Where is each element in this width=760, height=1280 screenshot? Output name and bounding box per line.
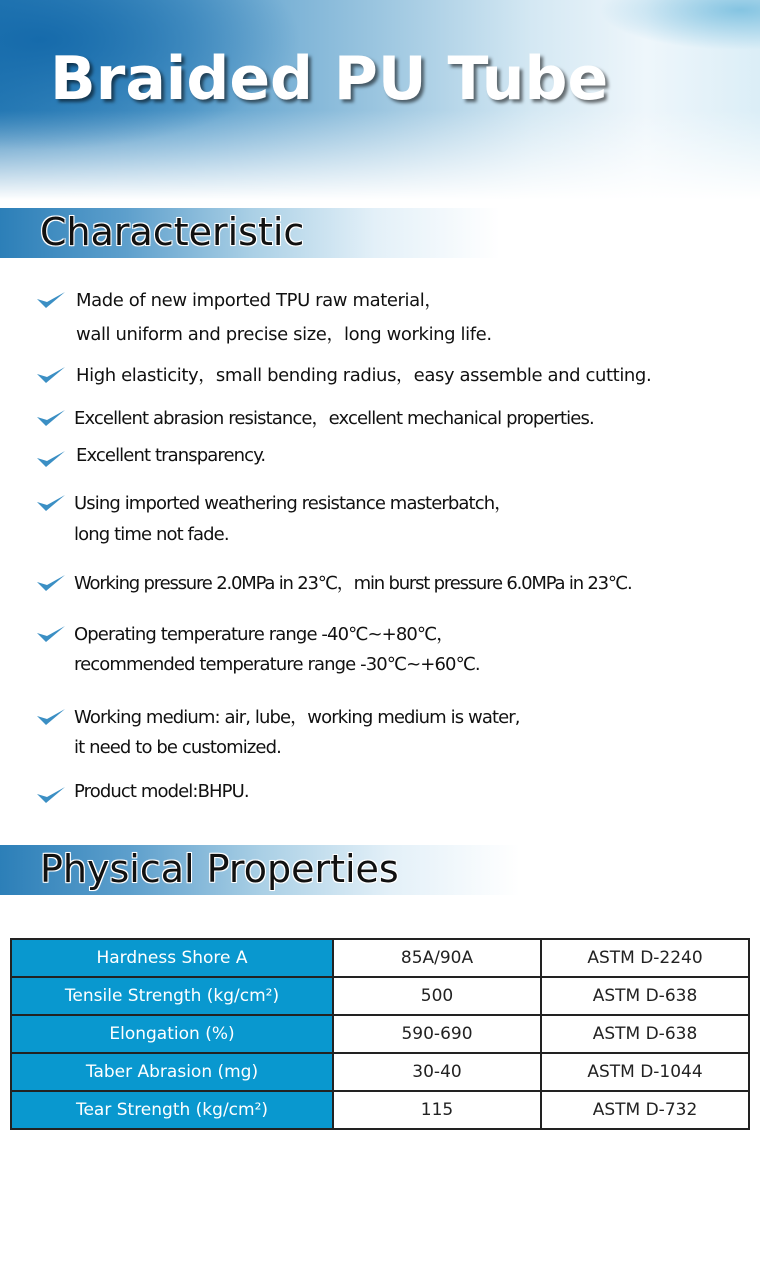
table-row: [11, 1015, 749, 1053]
list-item-text: recommended temperature range -30℃~+60℃.: [74, 654, 480, 675]
list-item-text: Excellent abrasion resistance，excellent mechanical properties.: [74, 408, 594, 429]
property-name: Tensile Strength (kg/cm²): [11, 977, 333, 1015]
table-row: [11, 1091, 749, 1129]
list-item-text: Operating temperature range -40℃~+80℃，: [74, 624, 454, 645]
property-value: 30-40: [333, 1053, 541, 1091]
section-title-physical-properties: Physical Properties: [40, 847, 399, 891]
list-item-text: long time not fade.: [74, 524, 229, 545]
property-value: 115: [333, 1091, 541, 1129]
list-item-text: wall uniform and precise size，long working life.: [76, 324, 492, 345]
property-name: Tear Strength (kg/cm²): [11, 1091, 333, 1129]
checkmark-icon: [36, 365, 66, 385]
list-item-text: Working medium: air, lube，working medium is water,: [74, 707, 520, 728]
property-standard: ASTM D-638: [541, 977, 749, 1015]
list-item-text: Made of new imported TPU raw material，: [76, 290, 442, 311]
checkmark-icon: [36, 707, 66, 727]
property-value: 590-690: [333, 1015, 541, 1053]
property-value: 85A/90A: [333, 939, 541, 977]
property-value: 500: [333, 977, 541, 1015]
list-item-text: Using imported weathering resistance masterbatch，: [74, 493, 512, 514]
list-item-text: Working pressure 2.0MPa in 23℃，min burst pressure 6.0MPa in 23℃.: [74, 573, 632, 594]
properties-table: [10, 938, 750, 1130]
checkmark-icon: [36, 290, 66, 310]
property-standard: ASTM D-1044: [541, 1053, 749, 1091]
checkmark-icon: [36, 449, 66, 469]
property-name: Taber Abrasion (mg): [11, 1053, 333, 1091]
list-item-text: Product model:BHPU.: [74, 781, 249, 802]
section-header-physical-properties: [0, 845, 520, 895]
property-standard: ASTM D-638: [541, 1015, 749, 1053]
table-row: [11, 939, 749, 977]
property-name: Elongation (%): [11, 1015, 333, 1053]
table-row: [11, 977, 749, 1015]
checkmark-icon: [36, 408, 66, 428]
property-standard: ASTM D-732: [541, 1091, 749, 1129]
section-header-characteristic: [0, 208, 500, 258]
hero-banner: [0, 0, 760, 200]
checkmark-icon: [36, 573, 66, 593]
checkmark-icon: [36, 624, 66, 644]
section-title-characteristic: Characteristic: [40, 210, 305, 254]
list-item-text: High elasticity，small bending radius，easy assemble and cutting.: [76, 365, 652, 386]
page-title: Braided PU Tube: [50, 44, 609, 114]
checkmark-icon: [36, 493, 66, 513]
list-item-text: it need to be customized.: [74, 737, 281, 758]
property-standard: ASTM D-2240: [541, 939, 749, 977]
checkmark-icon: [36, 785, 66, 805]
list-item-text: Excellent transparency.: [76, 445, 266, 466]
table-row: [11, 1053, 749, 1091]
property-name: Hardness Shore A: [11, 939, 333, 977]
